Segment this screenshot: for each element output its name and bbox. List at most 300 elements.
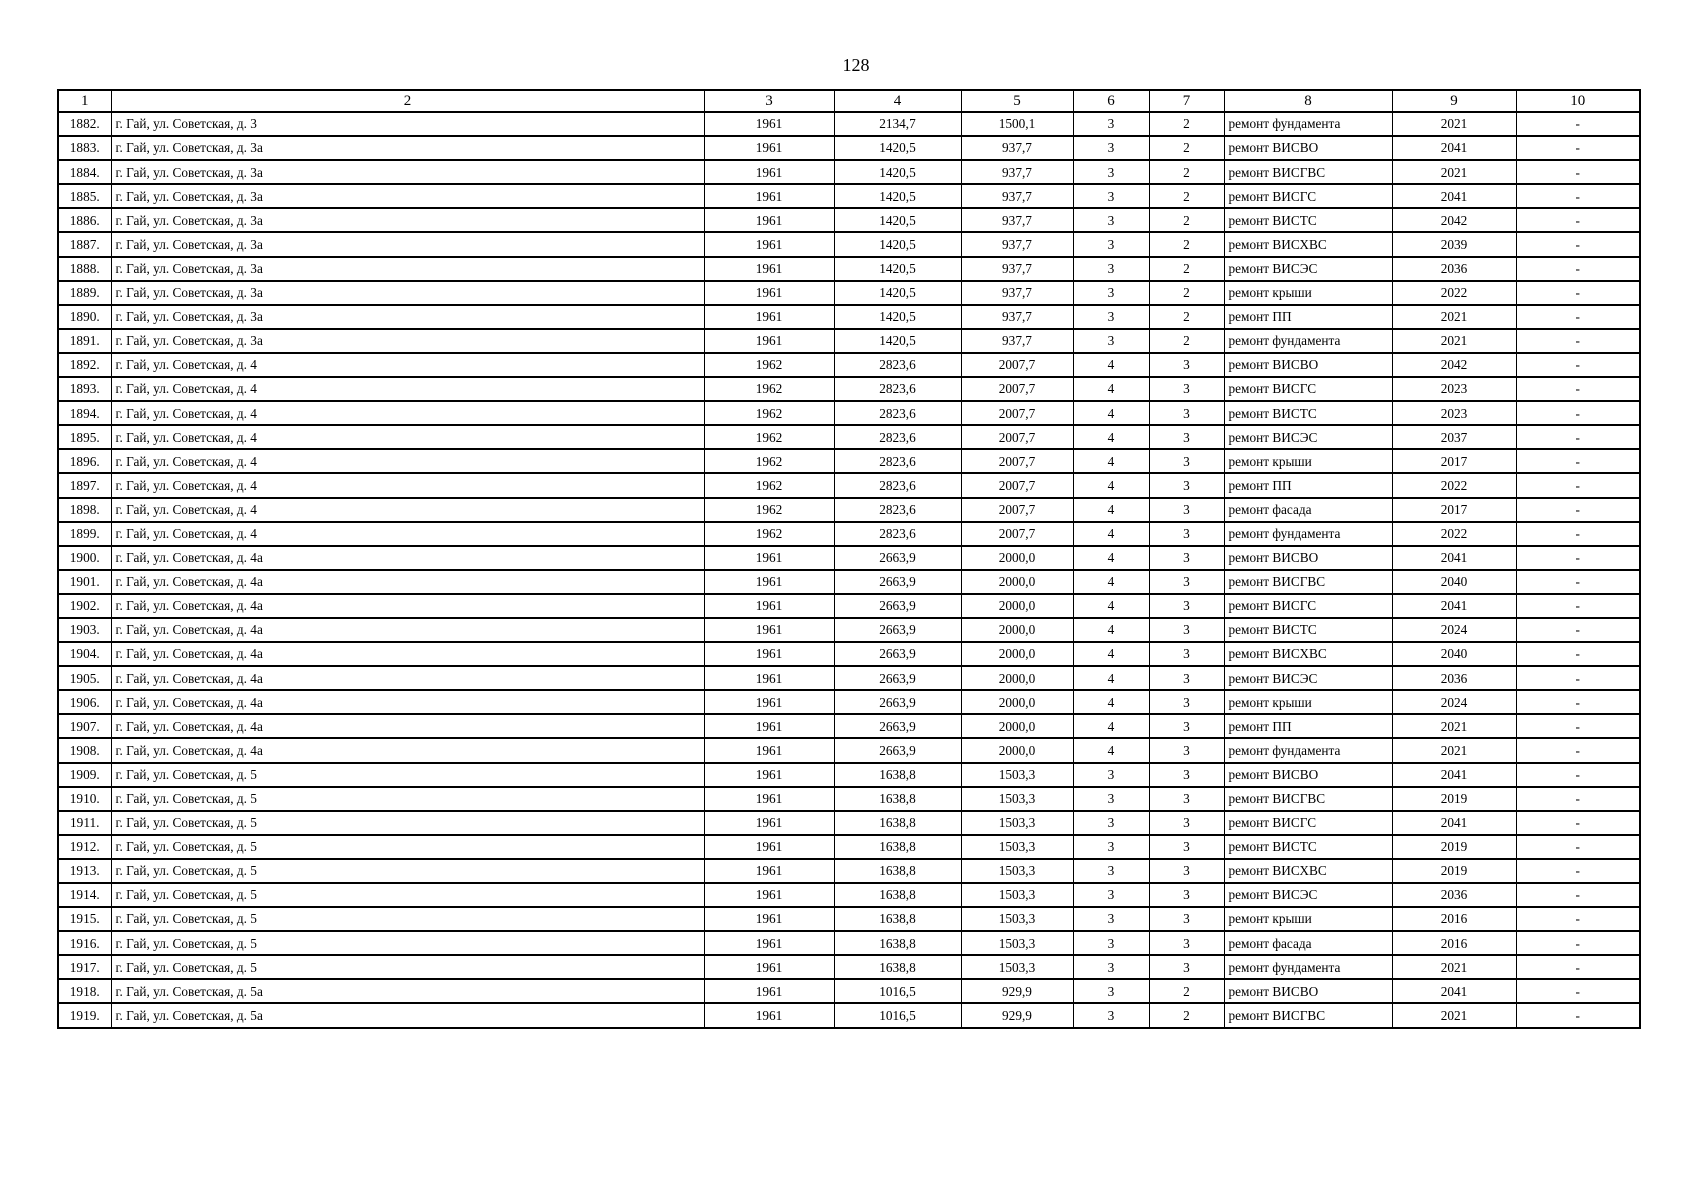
- cell-col-living-area: 929,9: [961, 1003, 1073, 1027]
- table-row: [58, 859, 1640, 883]
- cell-col-entrances: 3: [1149, 594, 1224, 618]
- cell-col-plan-year: 2021: [1392, 1003, 1516, 1027]
- cell-col-year: 1961: [704, 666, 834, 690]
- cell-col-plan-year: 2021: [1392, 160, 1516, 184]
- cell-col-plan-year: 2016: [1392, 907, 1516, 931]
- cell-col-work-type: ремонт ВИСГВС: [1224, 787, 1392, 811]
- cell-col-living-area: 937,7: [961, 281, 1073, 305]
- table-row: [58, 498, 1640, 522]
- cell-col-number: 1912.: [58, 835, 111, 859]
- table-row: [58, 931, 1640, 955]
- cell-col-year: 1961: [704, 811, 834, 835]
- cell-col-plan-year: 2041: [1392, 763, 1516, 787]
- cell-col-total-area: 2663,9: [834, 546, 961, 570]
- cell-col-floors: 4: [1073, 714, 1149, 738]
- table-row: [58, 353, 1640, 377]
- table-row: [58, 907, 1640, 931]
- table-row: [58, 160, 1640, 184]
- cell-col-plan-year: 2019: [1392, 787, 1516, 811]
- table-row: [58, 305, 1640, 329]
- cell-col-entrances: 3: [1149, 955, 1224, 979]
- cell-col-entrances: 3: [1149, 449, 1224, 473]
- cell-col-address: г. Гай, ул. Советская, д. 4а: [111, 690, 704, 714]
- cell-col-plan-year: 2041: [1392, 184, 1516, 208]
- cell-col-living-area: 937,7: [961, 329, 1073, 353]
- cell-col-entrances: 3: [1149, 473, 1224, 497]
- table-row: [58, 714, 1640, 738]
- cell-col-living-area: 937,7: [961, 257, 1073, 281]
- cell-col-number: 1889.: [58, 281, 111, 305]
- cell-col-note: -: [1516, 763, 1640, 787]
- cell-col-year: 1961: [704, 738, 834, 762]
- cell-col-living-area: 937,7: [961, 305, 1073, 329]
- cell-col-plan-year: 2023: [1392, 401, 1516, 425]
- cell-col-work-type: ремонт ВИСВО: [1224, 546, 1392, 570]
- cell-col-note: -: [1516, 232, 1640, 256]
- cell-col-floors: 3: [1073, 907, 1149, 931]
- cell-col-floors: 3: [1073, 184, 1149, 208]
- cell-col-floors: 3: [1073, 305, 1149, 329]
- table-row: [58, 690, 1640, 714]
- cell-col-work-type: ремонт ВИСВО: [1224, 763, 1392, 787]
- cell-col-living-area: 1503,3: [961, 835, 1073, 859]
- cell-col-total-area: 1420,5: [834, 329, 961, 353]
- cell-col-entrances: 3: [1149, 859, 1224, 883]
- cell-col-entrances: 3: [1149, 666, 1224, 690]
- cell-col-total-area: 1420,5: [834, 305, 961, 329]
- cell-col-number: 1896.: [58, 449, 111, 473]
- cell-col-entrances: 2: [1149, 208, 1224, 232]
- cell-col-living-area: 2007,7: [961, 473, 1073, 497]
- cell-col-total-area: 2134,7: [834, 112, 961, 136]
- cell-col-living-area: 937,7: [961, 160, 1073, 184]
- cell-col-floors: 4: [1073, 546, 1149, 570]
- cell-col-number: 1915.: [58, 907, 111, 931]
- cell-col-number: 1890.: [58, 305, 111, 329]
- cell-col-living-area: 2000,0: [961, 642, 1073, 666]
- cell-col-floors: 4: [1073, 498, 1149, 522]
- cell-col-living-area: 937,7: [961, 208, 1073, 232]
- cell-col-year: 1961: [704, 546, 834, 570]
- cell-col-address: г. Гай, ул. Советская, д. 5: [111, 883, 704, 907]
- cell-col-total-area: 1638,8: [834, 787, 961, 811]
- cell-col-floors: 3: [1073, 136, 1149, 160]
- cell-col-note: -: [1516, 257, 1640, 281]
- table-header-row: [58, 90, 1640, 112]
- table-row: [58, 136, 1640, 160]
- cell-col-living-area: 2000,0: [961, 570, 1073, 594]
- cell-col-note: -: [1516, 281, 1640, 305]
- cell-col-entrances: 3: [1149, 353, 1224, 377]
- cell-col-address: г. Гай, ул. Советская, д. 5: [111, 811, 704, 835]
- cell-col-year: 1961: [704, 257, 834, 281]
- cell-col-entrances: 3: [1149, 425, 1224, 449]
- cell-col-address: г. Гай, ул. Советская, д. 5: [111, 955, 704, 979]
- cell-col-number: 1917.: [58, 955, 111, 979]
- cell-col-address: г. Гай, ул. Советская, д. 5: [111, 787, 704, 811]
- cell-col-year: 1961: [704, 835, 834, 859]
- cell-col-work-type: ремонт фундамента: [1224, 329, 1392, 353]
- cell-col-living-area: 2000,0: [961, 618, 1073, 642]
- cell-col-address: г. Гай, ул. Советская, д. 5а: [111, 979, 704, 1003]
- table-row: [58, 738, 1640, 762]
- cell-col-plan-year: 2021: [1392, 112, 1516, 136]
- cell-col-number: 1906.: [58, 690, 111, 714]
- cell-col-plan-year: 2016: [1392, 931, 1516, 955]
- cell-col-address: г. Гай, ул. Советская, д. 4: [111, 401, 704, 425]
- cell-col-work-type: ремонт ВИСХВС: [1224, 232, 1392, 256]
- cell-col-note: -: [1516, 931, 1640, 955]
- cell-col-total-area: 1420,5: [834, 281, 961, 305]
- cell-col-total-area: 2823,6: [834, 401, 961, 425]
- cell-col-plan-year: 2021: [1392, 305, 1516, 329]
- cell-col-living-area: 2000,0: [961, 546, 1073, 570]
- cell-col-year: 1961: [704, 931, 834, 955]
- cell-col-living-area: 1503,3: [961, 907, 1073, 931]
- cell-col-plan-year: 2036: [1392, 883, 1516, 907]
- cell-col-total-area: 1420,5: [834, 208, 961, 232]
- cell-col-year: 1962: [704, 498, 834, 522]
- cell-col-plan-year: 2021: [1392, 329, 1516, 353]
- cell-col-number: 1911.: [58, 811, 111, 835]
- cell-col-living-area: 1503,3: [961, 931, 1073, 955]
- cell-col-entrances: 2: [1149, 136, 1224, 160]
- cell-col-living-area: 2007,7: [961, 449, 1073, 473]
- table-row: [58, 377, 1640, 401]
- cell-col-work-type: ремонт ВИСГС: [1224, 594, 1392, 618]
- cell-col-year: 1961: [704, 787, 834, 811]
- cell-col-work-type: ремонт ВИСТС: [1224, 835, 1392, 859]
- table-row: [58, 618, 1640, 642]
- cell-col-living-area: 937,7: [961, 136, 1073, 160]
- table-row: [58, 666, 1640, 690]
- cell-col-entrances: 3: [1149, 714, 1224, 738]
- cell-col-total-area: 2663,9: [834, 642, 961, 666]
- cell-col-living-area: 937,7: [961, 232, 1073, 256]
- cell-col-note: -: [1516, 449, 1640, 473]
- cell-col-living-area: 2007,7: [961, 353, 1073, 377]
- cell-col-total-area: 1638,8: [834, 859, 961, 883]
- table-row: [58, 329, 1640, 353]
- cell-col-work-type: ремонт крыши: [1224, 281, 1392, 305]
- cell-col-number: 1905.: [58, 666, 111, 690]
- cell-col-total-area: 2823,6: [834, 498, 961, 522]
- cell-col-total-area: 2823,6: [834, 377, 961, 401]
- cell-col-entrances: 2: [1149, 281, 1224, 305]
- table-row: [58, 787, 1640, 811]
- cell-col-year: 1962: [704, 425, 834, 449]
- header-col-total-area: 4: [834, 90, 961, 112]
- cell-col-year: 1961: [704, 281, 834, 305]
- cell-col-entrances: 3: [1149, 931, 1224, 955]
- cell-col-entrances: 3: [1149, 377, 1224, 401]
- cell-col-floors: 3: [1073, 763, 1149, 787]
- cell-col-floors: 3: [1073, 811, 1149, 835]
- cell-col-entrances: 3: [1149, 811, 1224, 835]
- cell-col-total-area: 2663,9: [834, 738, 961, 762]
- cell-col-address: г. Гай, ул. Советская, д. 4а: [111, 642, 704, 666]
- table-row: [58, 763, 1640, 787]
- cell-col-work-type: ремонт ВИСВО: [1224, 353, 1392, 377]
- cell-col-entrances: 2: [1149, 305, 1224, 329]
- header-col-work-type: 8: [1224, 90, 1392, 112]
- cell-col-note: -: [1516, 618, 1640, 642]
- cell-col-living-area: 1500,1: [961, 112, 1073, 136]
- cell-col-floors: 3: [1073, 232, 1149, 256]
- table-row: [58, 979, 1640, 1003]
- cell-col-work-type: ремонт ПП: [1224, 305, 1392, 329]
- table-row: [58, 425, 1640, 449]
- cell-col-note: -: [1516, 690, 1640, 714]
- cell-col-total-area: 2823,6: [834, 522, 961, 546]
- cell-col-work-type: ремонт фундамента: [1224, 112, 1392, 136]
- table-row: [58, 955, 1640, 979]
- cell-col-living-area: 2000,0: [961, 594, 1073, 618]
- cell-col-year: 1961: [704, 594, 834, 618]
- cell-col-address: г. Гай, ул. Советская, д. 4: [111, 473, 704, 497]
- cell-col-floors: 3: [1073, 208, 1149, 232]
- cell-col-floors: 3: [1073, 1003, 1149, 1027]
- cell-col-living-area: 1503,3: [961, 859, 1073, 883]
- cell-col-entrances: 2: [1149, 232, 1224, 256]
- cell-col-plan-year: 2022: [1392, 522, 1516, 546]
- cell-col-living-area: 2007,7: [961, 401, 1073, 425]
- cell-col-year: 1961: [704, 184, 834, 208]
- cell-col-address: г. Гай, ул. Советская, д. 3а: [111, 305, 704, 329]
- cell-col-note: -: [1516, 498, 1640, 522]
- cell-col-number: 1913.: [58, 859, 111, 883]
- cell-col-year: 1961: [704, 979, 834, 1003]
- cell-col-floors: 4: [1073, 738, 1149, 762]
- cell-col-work-type: ремонт ВИСГВС: [1224, 570, 1392, 594]
- cell-col-entrances: 2: [1149, 112, 1224, 136]
- cell-col-entrances: 2: [1149, 257, 1224, 281]
- cell-col-year: 1961: [704, 136, 834, 160]
- table-row: [58, 473, 1640, 497]
- cell-col-number: 1898.: [58, 498, 111, 522]
- cell-col-plan-year: 2042: [1392, 208, 1516, 232]
- cell-col-entrances: 3: [1149, 835, 1224, 859]
- cell-col-floors: 3: [1073, 955, 1149, 979]
- cell-col-living-area: 929,9: [961, 979, 1073, 1003]
- cell-col-plan-year: 2041: [1392, 979, 1516, 1003]
- cell-col-note: -: [1516, 425, 1640, 449]
- cell-col-floors: 4: [1073, 425, 1149, 449]
- header-col-note: 10: [1516, 90, 1640, 112]
- cell-col-total-area: 1420,5: [834, 136, 961, 160]
- cell-col-year: 1962: [704, 401, 834, 425]
- cell-col-plan-year: 2036: [1392, 257, 1516, 281]
- cell-col-note: -: [1516, 160, 1640, 184]
- cell-col-work-type: ремонт ВИСЭС: [1224, 257, 1392, 281]
- cell-col-floors: 4: [1073, 666, 1149, 690]
- cell-col-note: -: [1516, 979, 1640, 1003]
- cell-col-note: -: [1516, 401, 1640, 425]
- cell-col-floors: 3: [1073, 835, 1149, 859]
- cell-col-total-area: 2663,9: [834, 714, 961, 738]
- cell-col-address: г. Гай, ул. Советская, д. 4: [111, 425, 704, 449]
- cell-col-address: г. Гай, ул. Советская, д. 5: [111, 763, 704, 787]
- cell-col-year: 1962: [704, 377, 834, 401]
- table-row: [58, 811, 1640, 835]
- cell-col-work-type: ремонт ВИСГС: [1224, 184, 1392, 208]
- cell-col-floors: 4: [1073, 594, 1149, 618]
- cell-col-floors: 4: [1073, 570, 1149, 594]
- cell-col-year: 1962: [704, 353, 834, 377]
- table-row: [58, 642, 1640, 666]
- cell-col-work-type: ремонт фундамента: [1224, 955, 1392, 979]
- cell-col-floors: 4: [1073, 618, 1149, 642]
- cell-col-work-type: ремонт ВИСТС: [1224, 208, 1392, 232]
- cell-col-total-area: 1420,5: [834, 257, 961, 281]
- cell-col-work-type: ремонт ВИСГС: [1224, 377, 1392, 401]
- cell-col-note: -: [1516, 738, 1640, 762]
- cell-col-plan-year: 2022: [1392, 473, 1516, 497]
- cell-col-note: -: [1516, 570, 1640, 594]
- cell-col-floors: 3: [1073, 931, 1149, 955]
- cell-col-note: -: [1516, 473, 1640, 497]
- cell-col-entrances: 3: [1149, 907, 1224, 931]
- cell-col-entrances: 2: [1149, 329, 1224, 353]
- cell-col-number: 1919.: [58, 1003, 111, 1027]
- cell-col-address: г. Гай, ул. Советская, д. 4а: [111, 594, 704, 618]
- cell-col-note: -: [1516, 522, 1640, 546]
- cell-col-note: -: [1516, 883, 1640, 907]
- cell-col-work-type: ремонт фундамента: [1224, 738, 1392, 762]
- cell-col-work-type: ремонт фундамента: [1224, 522, 1392, 546]
- cell-col-total-area: 2823,6: [834, 473, 961, 497]
- cell-col-floors: 4: [1073, 522, 1149, 546]
- cell-col-address: г. Гай, ул. Советская, д. 4: [111, 498, 704, 522]
- cell-col-address: г. Гай, ул. Советская, д. 5: [111, 859, 704, 883]
- cell-col-number: 1885.: [58, 184, 111, 208]
- table-row: [58, 1003, 1640, 1027]
- cell-col-number: 1914.: [58, 883, 111, 907]
- cell-col-year: 1961: [704, 714, 834, 738]
- registry-table: [57, 89, 1641, 1029]
- cell-col-note: -: [1516, 184, 1640, 208]
- cell-col-year: 1962: [704, 473, 834, 497]
- header-col-year: 3: [704, 90, 834, 112]
- cell-col-work-type: ремонт ВИСЭС: [1224, 883, 1392, 907]
- cell-col-work-type: ремонт ВИСХВС: [1224, 642, 1392, 666]
- table-row: [58, 594, 1640, 618]
- cell-col-address: г. Гай, ул. Советская, д. 4а: [111, 714, 704, 738]
- cell-col-floors: 3: [1073, 160, 1149, 184]
- cell-col-plan-year: 2024: [1392, 690, 1516, 714]
- cell-col-address: г. Гай, ул. Советская, д. 4а: [111, 666, 704, 690]
- cell-col-note: -: [1516, 136, 1640, 160]
- cell-col-note: -: [1516, 907, 1640, 931]
- cell-col-address: г. Гай, ул. Советская, д. 3: [111, 112, 704, 136]
- cell-col-year: 1961: [704, 690, 834, 714]
- cell-col-living-area: 1503,3: [961, 763, 1073, 787]
- table-row: [58, 281, 1640, 305]
- header-col-plan-year: 9: [1392, 90, 1516, 112]
- cell-col-living-area: 1503,3: [961, 787, 1073, 811]
- cell-col-number: 1895.: [58, 425, 111, 449]
- cell-col-living-area: 1503,3: [961, 955, 1073, 979]
- cell-col-work-type: ремонт ВИСЭС: [1224, 666, 1392, 690]
- cell-col-year: 1961: [704, 859, 834, 883]
- cell-col-note: -: [1516, 1003, 1640, 1027]
- cell-col-year: 1961: [704, 208, 834, 232]
- table-row: [58, 184, 1640, 208]
- cell-col-number: 1918.: [58, 979, 111, 1003]
- cell-col-note: -: [1516, 714, 1640, 738]
- cell-col-work-type: ремонт ВИСГВС: [1224, 160, 1392, 184]
- cell-col-total-area: 1638,8: [834, 763, 961, 787]
- table-row: [58, 208, 1640, 232]
- cell-col-entrances: 3: [1149, 570, 1224, 594]
- cell-col-living-area: 2007,7: [961, 498, 1073, 522]
- cell-col-note: -: [1516, 594, 1640, 618]
- cell-col-entrances: 3: [1149, 618, 1224, 642]
- cell-col-entrances: 3: [1149, 738, 1224, 762]
- cell-col-number: 1909.: [58, 763, 111, 787]
- cell-col-entrances: 3: [1149, 690, 1224, 714]
- cell-col-number: 1888.: [58, 257, 111, 281]
- cell-col-total-area: 2663,9: [834, 618, 961, 642]
- cell-col-year: 1961: [704, 883, 834, 907]
- cell-col-total-area: 2663,9: [834, 690, 961, 714]
- cell-col-number: 1894.: [58, 401, 111, 425]
- cell-col-floors: 4: [1073, 401, 1149, 425]
- cell-col-work-type: ремонт ВИСТС: [1224, 401, 1392, 425]
- cell-col-total-area: 1638,8: [834, 835, 961, 859]
- cell-col-address: г. Гай, ул. Советская, д. 4а: [111, 738, 704, 762]
- cell-col-year: 1961: [704, 955, 834, 979]
- cell-col-number: 1902.: [58, 594, 111, 618]
- cell-col-living-area: 937,7: [961, 184, 1073, 208]
- cell-col-plan-year: 2021: [1392, 714, 1516, 738]
- cell-col-number: 1900.: [58, 546, 111, 570]
- cell-col-note: -: [1516, 305, 1640, 329]
- cell-col-floors: 4: [1073, 690, 1149, 714]
- cell-col-plan-year: 2041: [1392, 594, 1516, 618]
- cell-col-work-type: ремонт крыши: [1224, 907, 1392, 931]
- cell-col-total-area: 2823,6: [834, 425, 961, 449]
- cell-col-number: 1907.: [58, 714, 111, 738]
- cell-col-note: -: [1516, 546, 1640, 570]
- cell-col-work-type: ремонт ВИСВО: [1224, 979, 1392, 1003]
- cell-col-entrances: 2: [1149, 1003, 1224, 1027]
- cell-col-address: г. Гай, ул. Советская, д. 4а: [111, 546, 704, 570]
- cell-col-address: г. Гай, ул. Советская, д. 4: [111, 449, 704, 473]
- cell-col-floors: 4: [1073, 642, 1149, 666]
- cell-col-number: 1910.: [58, 787, 111, 811]
- cell-col-number: 1892.: [58, 353, 111, 377]
- cell-col-number: 1884.: [58, 160, 111, 184]
- cell-col-total-area: 2663,9: [834, 570, 961, 594]
- cell-col-address: г. Гай, ул. Советская, д. 5а: [111, 1003, 704, 1027]
- cell-col-plan-year: 2040: [1392, 642, 1516, 666]
- table-row: [58, 883, 1640, 907]
- cell-col-address: г. Гай, ул. Советская, д. 3а: [111, 232, 704, 256]
- cell-col-total-area: 1638,8: [834, 955, 961, 979]
- cell-col-entrances: 3: [1149, 883, 1224, 907]
- cell-col-floors: 4: [1073, 473, 1149, 497]
- cell-col-note: -: [1516, 112, 1640, 136]
- page-number: 128: [842, 55, 870, 75]
- cell-col-year: 1961: [704, 763, 834, 787]
- cell-col-plan-year: 2021: [1392, 738, 1516, 762]
- cell-col-total-area: 1638,8: [834, 811, 961, 835]
- cell-col-note: -: [1516, 353, 1640, 377]
- cell-col-total-area: 1016,5: [834, 1003, 961, 1027]
- cell-col-number: 1908.: [58, 738, 111, 762]
- cell-col-total-area: 1638,8: [834, 907, 961, 931]
